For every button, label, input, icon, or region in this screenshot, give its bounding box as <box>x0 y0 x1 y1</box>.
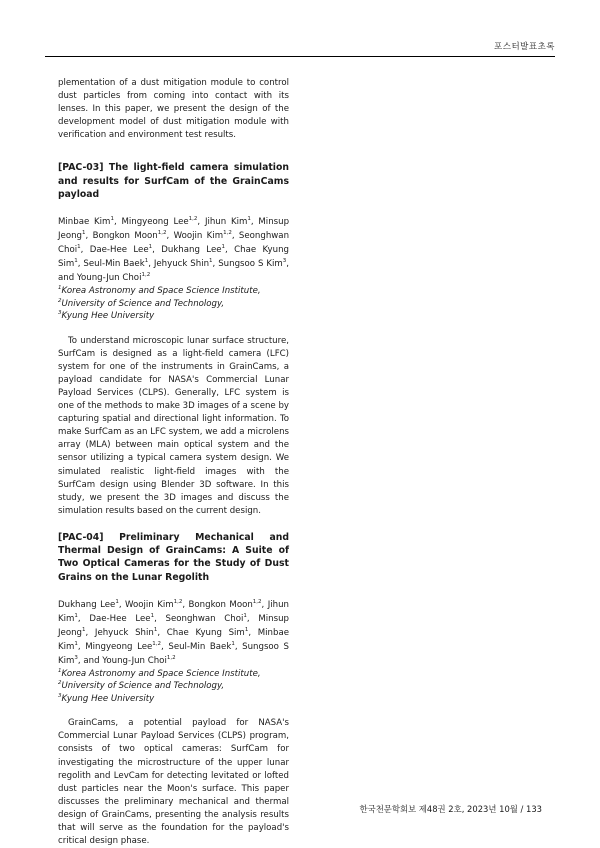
affiliation-line <box>58 285 289 297</box>
author-name: Mingyeong Lee <box>85 642 153 653</box>
author-affiliation-marker: 3 <box>74 655 78 662</box>
section-header-label: 포스터발표초록 <box>494 42 555 52</box>
author-name: Seonghwan Choi <box>165 614 244 625</box>
author-name: Bongkon Moon <box>188 600 253 611</box>
affiliation-text: Korea Astronomy and Space Science Institute, <box>61 286 261 297</box>
pac04-abstract: GrainCams, a potential payload for NASA's Commercial Lunar Payload Services (CLPS) program, consists of two optical cameras: SurfCam for investigating the microstructure of the upper lunar regolith and LevCam for detecting levitated or lofted dust particles near the Moon's surface. This paper discusses the preliminary mechanical and thermal design of GrainCams, presenting the analysis results that will serve as the foundation for the payload's critical design phase. <box>58 718 289 847</box>
pac04-title: [PAC-04] Preliminary Mechanical and Thermal Design of GrainCams: A Suite of Two Optical Cameras for the Study of Dust Grains on the Lunar Regolith <box>58 531 289 583</box>
author-name: Minbae Kim <box>58 217 111 228</box>
author-name: Seul-Min Baek <box>83 259 145 270</box>
author-affiliation-marker: 1 <box>247 216 251 223</box>
affiliation-line <box>58 680 289 692</box>
pac03-abstract: To understand microscopic lunar surface structure, SurfCam is designed as a light-field camera (LFC) system for one of the instruments in GrainCams, a payload candidate for NASA's Commercial Lunar Payload Services (CLPS). Generally, LFC system is one of the methods to make 3D images of a scene by capturing spatial and directional light information. To make SurfCam as an LFC system, we add a microlens array (MLA) between main optical system and the sensor utilizing a typical camera system design. We simulated realistic light-field images with the SurfCam design using Blender 3D software. In this study, we present the 3D images and discuss the simulation results based on the current design. <box>58 335 289 516</box>
affiliation-text: Kyung Hee University <box>61 693 155 704</box>
author-affiliation-marker: 1 <box>148 244 153 251</box>
author-name: Sungsoo S Kim <box>58 642 289 667</box>
affiliation-text: University of Science and Technology, <box>61 298 225 309</box>
affiliation-line <box>58 693 289 705</box>
affiliation-line <box>58 668 289 680</box>
pac03-title: [PAC-03] The light-field camera simulation and results for SurfCam of the GrainCams payload <box>58 162 289 201</box>
pac03-authors: Minbae Kim$^1$, Mingyeong Lee$^{1,2}$, Jihun Kim$^1$, Minsup Jeong$^1$, Bongkon Moon$^{1,2}$, Woojin Kim$^{1,2}$, Seonghwan Choi$^1$, Dae-Hee Lee$^1$, Dukhang Lee$^1$, Chae Kyung Sim$^1$, Seul-Min Baek$^1$, Jehyuck Shin$^1$, Sungsoo S Kim$^3$, and Young-Jun Choi$^{1,2}$ <box>58 216 290 284</box>
author-affiliation-marker: 1 <box>231 641 235 648</box>
author-affiliation-marker: 1 <box>153 627 158 634</box>
affiliation-text: Kyung Hee University <box>61 311 155 322</box>
author-affiliation-marker: 1 <box>77 244 81 251</box>
author-affiliation-marker: 1 <box>81 230 86 237</box>
author-name: Woojin Kim <box>125 600 174 611</box>
header-divider <box>45 56 555 57</box>
author-name: Dukhang Lee <box>58 600 116 611</box>
author-name: Young-Jun Choi <box>76 273 142 284</box>
author-affiliation-marker: 1 <box>144 258 149 265</box>
author-name: Mingyeong Lee <box>121 217 189 228</box>
author-name: Bongkon Moon <box>92 231 158 242</box>
author-name: Jehyuck Shin <box>153 259 210 270</box>
author-name: Young-Jun Choi <box>102 656 167 667</box>
author-name: Seul-Min Baek <box>168 642 232 653</box>
pac04-authors: Dukhang Lee$^1$, Woojin Kim$^{1,2}$, Bongkon Moon$^{1,2}$, Jihun Kim$^1$, Dae-Hee Lee$^1$, Seonghwan Choi$^1$, Minsup Jeong$^1$, Jehyuck Shin$^1$, Chae Kyung Sim$^1$, Minbae Kim$^1$, Mingyeong Lee$^{1,2}$, Seul-Min Baek$^1$, Sungsoo S Kim$^3$, and Young-Jun Choi$^{1,2}$ <box>58 599 289 667</box>
author-affiliation-marker: 3 <box>282 258 287 265</box>
author-affiliation-marker: 1,2 <box>152 641 162 648</box>
author-affiliation-marker: 1 <box>74 641 78 648</box>
intro-paragraph: plementation of a dust mitigation module to control dust particles from coming into contact with its lenses. In this paper, we present the design of the development model of dust mitigation module with verification and environment test results. <box>58 78 289 141</box>
author-affiliation-marker: 1,2 <box>141 272 151 279</box>
author-affiliation-marker: 1,2 <box>188 216 198 223</box>
author-name: Jihun Kim <box>58 600 289 625</box>
author-affiliation-marker: 1,2 <box>157 230 167 237</box>
affiliation-text: Korea Astronomy and Space Science Institute, <box>61 669 261 680</box>
author-affiliation-marker: 1,2 <box>252 599 262 606</box>
author-affiliation-marker: 1 <box>209 258 213 265</box>
author-name: Chae Kyung Sim <box>166 628 245 639</box>
pac04-affiliations <box>58 668 289 705</box>
author-affiliation-marker: 1 <box>74 258 78 265</box>
author-name: Jehyuck Shin <box>94 628 154 639</box>
author-name: Chae Kyung Sim <box>58 245 289 270</box>
author-affiliation-marker: 1 <box>81 627 86 634</box>
author-affiliation-marker: 1,2 <box>173 599 183 606</box>
author-affiliation-marker: 1 <box>244 627 249 634</box>
affiliation-marker: 3 <box>58 310 62 317</box>
author-affiliation-marker: 1 <box>221 244 226 251</box>
author-name: Minsup Jeong <box>58 614 289 639</box>
affiliation-marker: 2 <box>58 297 62 304</box>
author-name: Woojin Kim <box>173 231 224 242</box>
affiliation-marker: 1 <box>58 285 62 292</box>
affiliation-marker: 2 <box>58 680 62 687</box>
author-name: Dae-Hee Lee <box>89 614 151 625</box>
author-affiliation-marker: 1 <box>110 216 114 223</box>
author-affiliation-marker: 1 <box>243 613 247 620</box>
affiliation-line <box>58 310 289 322</box>
author-affiliation-marker: 1,2 <box>166 655 176 662</box>
author-name: Minsup Jeong <box>58 217 290 242</box>
article-column <box>58 77 289 848</box>
author-affiliation-marker: 1 <box>115 599 119 606</box>
affiliation-marker: 1 <box>58 668 62 675</box>
author-affiliation-marker: 1 <box>74 613 78 620</box>
pac03-affiliations <box>58 285 289 322</box>
affiliation-text: University of Science and Technology, <box>61 681 225 692</box>
author-name: Dukhang Lee <box>161 245 222 256</box>
author-name: Seonghwan Choi <box>58 231 290 256</box>
author-name: Minbae Kim <box>58 628 289 653</box>
author-affiliation-marker: 1 <box>150 613 155 620</box>
author-name: Sungsoo S Kim <box>218 259 283 270</box>
author-name: Dae-Hee Lee <box>89 245 149 256</box>
page-footer: 한국천문학회보 제48권 2호, 2023년 10월 / 133 <box>359 804 542 814</box>
author-affiliation-marker: 1,2 <box>223 230 232 237</box>
affiliation-line <box>58 298 289 310</box>
affiliation-marker: 3 <box>58 692 62 699</box>
author-name: Jihun Kim <box>204 217 248 228</box>
